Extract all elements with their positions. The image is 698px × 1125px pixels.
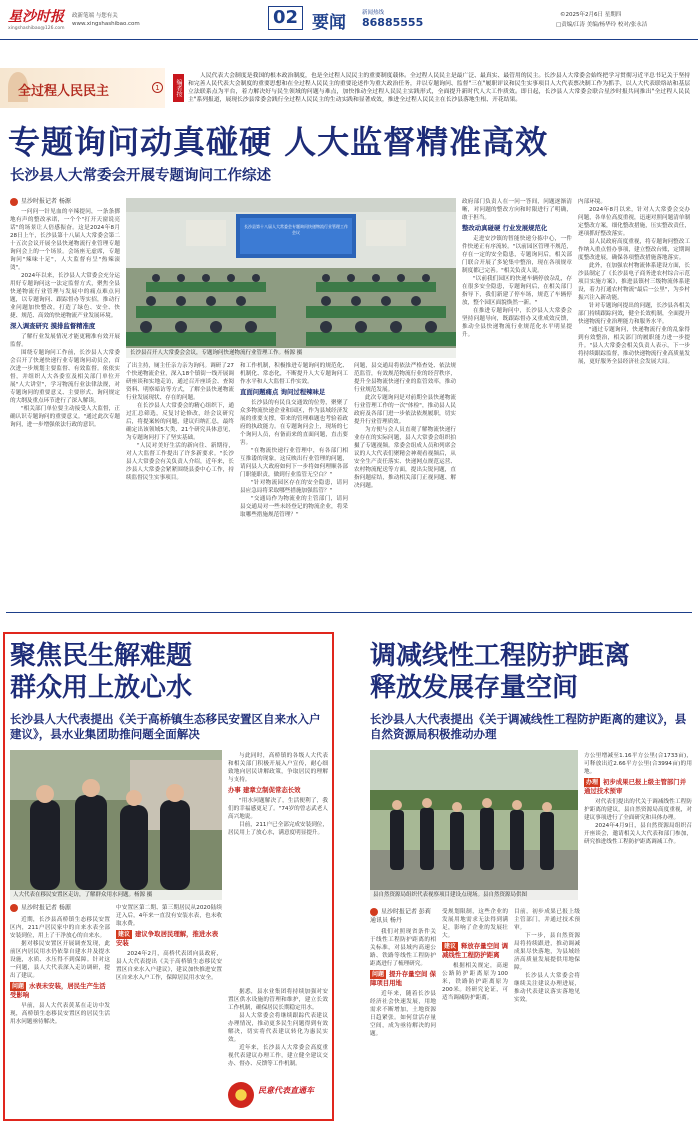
hotline-number: 86885555 [362, 16, 424, 29]
paragraph: 在长沙县人大常委会的精心组织下，通过汇总筛选，反复讨论修改，经会议研究后，将提案转的问题，建议归纳汇总，最终确定出该领域5大类、21个研究具体意见，为专题询问打下了坚实基础。 [126, 403, 234, 441]
emblem-icon [228, 1082, 254, 1108]
main-photo-caption: 长沙县召开人大常委会会议，专题询问快递物流行业管理工作。杨源 摄 [126, 348, 456, 358]
paragraph: 2024年8月以来，针对人大常委会交办问题，各单位高度重视，迅速对照问题清单制定整改方案，细化整改措施，压实整改责任，逐项抓好整改落实。 [578, 207, 690, 237]
subheading: 问题 提升存量空间 保障项目用地 [370, 969, 436, 987]
page-number: 02 [268, 6, 303, 30]
paragraph: 下一步，县自然资源局将持续跟进，推动调减成果尽快落地，为县域经济高质量发展提供用地保障。 [514, 933, 580, 971]
section-title: 要闻 [312, 13, 346, 33]
paragraph: 县人民政府高度重视，将专题询问整改工作纳入重点督办事项，建立整改台账，定期调度整改进展，确保各项整改措施落地落实。 [578, 239, 690, 261]
main-headline: 专题询问动真碰硬 人大监督精准高效 [8, 123, 549, 161]
paragraph: 长沙县的有民良交通效的位势，聚聚了众多物流快递企业和园区，作为县域经济发展的重要支撑，带来的管理难题也考验着政府的执政能力。在专题询问会上，现场的七个询问人员，有备而来的直面问题，直击要害。 [240, 400, 348, 446]
editors: □责编/江涛 美编/杨华玲 校对/张永洁 [556, 22, 648, 28]
paragraph: 我们对照现省条件关于线性工程防护距离的相关标准，对县域内高速公路、铁路等线性工程防护距离进行了梳理研究。 [370, 928, 436, 967]
paragraph: "在物流快递行业管理中，有各部门相互推诿的现象，这反映出行业管理的问题，请问县人大政府如何下一步将如何理顺各部门职能职责，做到行业监管无空白？" [240, 448, 348, 478]
right-headline-line1: 调减线性工程防护距离 [370, 641, 631, 671]
right-headline-line2: 释放发展存量空间 [370, 673, 579, 703]
paragraph: 与此同时，高桥镇的各级人大代表和相关部门积极开展入户宣传，耐心细致地向居民讲解政策，争取居民的理解与支持。 [228, 753, 328, 783]
right-col-3 [514, 908, 580, 1120]
issue-date: ©2025年2月6日 星期四 [560, 12, 622, 18]
right-col-2 [442, 908, 508, 1120]
subheading-tag: 问题 [372, 970, 385, 978]
paragraph: 和工作机制，积极推进专题询问的规范化、机制化、常态化，不断提升人大专题询问工作水平和人大监督工作实效。 [240, 363, 348, 385]
subheading: 办事 建章立制促常态长效 [228, 786, 301, 794]
paragraph: 2024年2月，高桥代表团向县政府，县人大代表提出《关于高桥镇生态移民安置区自来水入户建议》，建议加快推进安置区自来水入户工作，保障居民用水安全。 [116, 951, 222, 981]
series-banner [0, 68, 165, 108]
right-photo-caption: 县自然资源局组织代表视察项目建设点现场。县自然资源局供图 [370, 890, 578, 900]
series-number: 1 [152, 82, 163, 93]
paragraph: 目前，初步成果已报上级主管部门，并通过技术预审。 [514, 909, 580, 931]
paragraph: 一问问一针见血的辛辣提问，一条条掷地有声的整改承诺，一个个"打开天窗说亮话"的场景让人倍感振奋。这是2024年8月28日上午，长沙县第十八届人大常委会第二十五次会议开展全县快递物流行业管理专题询问会上的一个场景。会场座无虚席，专题询问"辣味十足"，人大监督有呈"热辣滚烫"。 [10, 209, 120, 271]
paragraph: "相关部门单位要主动接受人大监督，正确认识专题询问的重要意义。"通过此次专题询问，进一步增强依法行政的意识。 [10, 406, 120, 428]
paragraph: 2024年4月9日，县自然资源局组织召开座谈会，邀请相关人大代表和部门参加，研究推进线性工程防护距离调减工作。 [584, 823, 692, 845]
logo-email: xingshashibao@126.com [8, 26, 65, 31]
paragraph: 走进安沙镇的智能快递分拣中心，一件件快递正有序流转。"以前园区管理不规范，存在一定的安全隐患，专题询问后，相关部门联合开展了多轮集中整治，现在各项规章制度都已完善。"相关负责人说。 [462, 236, 572, 274]
left-headline-line1: 聚焦民生解难题 [10, 641, 193, 671]
subheading: 深入调查研究 摸排监督精准度 [10, 322, 96, 330]
right-subheadline: 长沙县人大代表提出《关于调减线性工程防护距离的建议》，县自然资源局积极推动办理 [370, 712, 687, 741]
main-subheadline: 长沙县人大常委会开展专题询问工作综述 [10, 168, 271, 184]
paragraph: 为方便与会人员直观了解物流快递行业存在的实际问题，县人大常委会组织拍摄了专题视频。常委会组成人员和列席会议的人大代表们聚精会神观看视频后，从安全生产责任落实、快递网点规范运营、农村物流配送等方面，提出尖锐问题，直指问题症结，推动相关部门正视问题、解决问题。 [354, 427, 456, 489]
paragraph: 对代表们提出的代关于调减线性工程防护距离的建议，县自然资源局高度重视，对建议事项进行了全面研究和具体办理。 [584, 799, 692, 821]
paragraph: 内部环境。 [578, 199, 606, 205]
paragraph: 方公里增减至1.16平方公里(合1733亩)，可释放出近2.66平方公里(合3994亩)的用地。 [584, 753, 692, 775]
main-col-2 [126, 362, 234, 606]
subheading: 整改动真碰硬 行业发展规范化 [462, 224, 548, 232]
paragraph: 近年来，随着长沙县经济社会快速发展，用地需求不断增加，土地资源日趋紧张。如何盘活存量空间，成为亟待解决的问题。 [370, 990, 436, 1037]
paragraph: 问题，县交通局将依法严格查处、依法规范监管，有效规范物流行业的经营秩序，提升全县物流快递行业的监管效率，推动行业规范发展。 [354, 363, 456, 393]
paragraph: 了解行业发展情况才能更精准有效开展监督。 [10, 334, 120, 348]
left-byline: 星沙时报记者 杨源 [10, 904, 110, 913]
left-col-3 [228, 752, 328, 982]
main-byline: 星沙时报记者 杨源 [10, 197, 71, 206]
paragraph: 近期，长沙县高桥镇生态移民安置区内，211户居民家中的自来水表全部安装到位，用上了干净放心的自来水。 [10, 916, 110, 939]
logo: 星沙时报 [8, 9, 64, 25]
column-stamp [226, 1078, 326, 1116]
left-headline-line2: 群众用上放心水 [10, 673, 193, 703]
right-col-top [584, 752, 692, 1120]
paragraph: 近年来，长沙县人大常委会高度重视代表建议办理工作，建立健全建议交办、督办、反馈等工作机制。 [228, 1045, 328, 1067]
main-col-3 [240, 362, 348, 606]
paragraph: 目前，211户已全部完成安装到位，居民用上了放心水，满意度明显提升。 [228, 822, 328, 836]
paragraph: "针对物流园区存在的安全隐患，请问县应急局将采取哪些措施加强监管？" [240, 480, 348, 494]
paragraph: "通过专题询问，快递物流行业的乱象得到有效整治，相关部门的履职能力进一步提升。"县人大常委会相关负责人表示，下一步将持续跟踪监督，推动快递物流行业高质量发展，更好服务全县经济社会发展大局。 [578, 327, 690, 365]
subheading: 直面问题痛点 询问过程辣味足 [240, 388, 326, 396]
subheading-tag: 建议 [444, 943, 457, 950]
editor-note-tag: 编者按 [173, 74, 184, 102]
paragraph: 受规划限制，这些企业的发展用地需求无法得到满足，影响了企业的发展壮大。 [442, 909, 508, 939]
left-col-1 [10, 904, 110, 1114]
left-col-2 [116, 904, 222, 1114]
main-photo [126, 198, 456, 358]
right-byline: 星沙时报记者 彭莉 通讯员 杨丹 [370, 908, 431, 924]
paragraph: "以前我们园区的快递车辆停放杂乱，存在很多安全隐患，专题询问后，在相关部门指导下，我们新建了停车场，规范了车辆停放，整个园区面貌焕然一新。" [462, 276, 572, 306]
villagers-image [10, 750, 222, 900]
slogan: 政新笔端 与您有关 www.xingshashibao.com [72, 13, 140, 27]
paragraph: 此外，在加强农村物流体系建设方面，长沙县制定了《长沙县电子商务进农村综合示范项目实施方案》，推进县镇村三级物流体系建设，着力打通农村物流"最后一公里"，为乡村振兴注入新动能。 [578, 263, 690, 301]
subheading-tag: 建议 [118, 931, 131, 938]
hotline-label: 新闻热线 [362, 10, 385, 16]
paragraph: "交通局作为物流业的主管部门，请问县交通局对一些未经登记的物流企业，将采取哪些措施规范管理？" [240, 496, 348, 518]
site-visit-image [370, 750, 578, 900]
series-label: 全过程人民民主 [18, 84, 110, 99]
paragraph: 此次专题询问是对前期全县快递物流行业管理工作的一次"体检"，推动县人民政府及各部门进一步依法依规履职，切实提升行业管理质效。 [354, 395, 456, 425]
subheading: 建议 释放存量空间 调减线性工程防护距离 [442, 942, 508, 959]
left-col-4 [228, 988, 328, 1074]
paragraph: "用水问题解决了，生活便利了，我们的幸福感更足了。"74岁的曾志武老人高兴地说。 [228, 798, 328, 820]
subheading: 办理 初步成果已报上级主管部门并通过技术预审 [584, 778, 687, 795]
main-col-6 [578, 198, 690, 606]
paragraph: 长沙县人大常委会将继续关注建议办理进展，推动代表建议落实落地见实效。 [514, 973, 580, 1003]
meeting-screen-text: 长沙县第十八届人大常委会专题询问快递物流行业管理工作会议 [244, 224, 348, 235]
paragraph: 据悉，县水业集团将持续加强对安置区供水设施的管理和维护，建立长效工作机制，确保居民长期稳定用水。 [228, 989, 328, 1011]
stamp-text: 民意代表直通车 [258, 1086, 314, 1095]
paragraph: 县人大常委会将继续跟踪代表建议办理情况，推动更多民生问题得到有效解决，切实将代表建议转化为惠民实效。 [228, 1013, 328, 1043]
paragraph: 早前，县人大代表黄某在走访中发现，高桥镇生态移民安置区的居民生活用水问题亟待解决。 [10, 1002, 110, 1025]
subheading-tag: 问题 [12, 982, 25, 990]
main-col-1 [10, 208, 120, 606]
paragraph: 在推进专题询问中，长沙县人大常委会坚持问题导向，既跟踪督办又重成效反馈，推动全县快递物流行业规范化水平明显提升。 [462, 308, 572, 338]
section-divider [6, 612, 692, 613]
right-col-1 [370, 908, 436, 1120]
subheading-tag: 办理 [586, 779, 599, 786]
editor-note-text: 人民代表大会制度是我国的根本政治制度，也是全过程人民民主的重要制度载体。全过程人民民主是最广泛、最真实、最管用的民主。长沙县人大常委会始终把学习贯彻习近平总书记关于坚持和完善人民代表大会制度的重要思想和在全过程人民民主的重要论述作为重大政治任务，并以专题询问、监督"三在"履职评议和民生实事项目人大代表票决制工作为抓手，以人大代表联络站和基层立法联系点为平台，着力解决好与民生领域的问题与难点，加快推动全过程人民民主实践形式，全面提升新时代人大工作质效。即日起，长沙县人大常委会联合星沙时报共同推出"全过程人民民主"系列报道，展现长沙县常委会践行全过程人民民主的生动实践和显著成效，推进全过程人民民主在长沙县落地生根、开花结果。 [188, 73, 690, 103]
left-photo-caption: 人大代表在移民安置区走访，了解群众用水问题。杨源 摄 [10, 890, 222, 900]
paragraph: 针对专题询问提出的问题，长沙县各相关部门持续跟踪问效，健全长效机制，全面提升快递物流行业治理能力和服务水平。 [578, 303, 690, 325]
paragraph: 中安置区第二期、第三期居民从2020陆续迁入后，4年来一直没有安装水表，也未收取水费。 [116, 905, 222, 927]
subheading: 问题 水表未安装，居民生产生活受影响 [10, 981, 106, 999]
paragraph: "人民对美好生活的新向往、新期待，对人大监督工作提出了许多新要求。"长沙县人大常委会有关负责人介绍，近年来，长沙县人大常委会紧紧围绕县委中心工作，持续监督民生实事项目。 [126, 443, 234, 481]
main-col-4 [354, 362, 456, 606]
paragraph: 了出主持，厕主任亲力亲为询问。调研了27个快递物流企业，深入18个镇街一线开展调研座谈和实地走访，通过召开座谈会、查阅资料、明察暗访等方式，了解全县快递物流行业发展现状、存在的问题。 [126, 363, 234, 401]
paragraph: 政府部门负责人在一问一答间，问题逐渐清晰，对问题的整改方向和时限进行了明确，敢于担当。 [462, 199, 572, 221]
masthead [0, 0, 698, 40]
paragraph: 2024年以来，长沙县人大常委会充分运用好专题询问这一法定监督方式，聚焦全县快递物流行业管理与发展中的痛点难点问题，以专题询问、跟踪督办等实招，推动行业问题加快整改，打造了绿色、安全、快捷、规范、高效的快递物流产业发展环境。 [10, 273, 120, 319]
left-subheadline: 长沙县人大代表提出《关于高桥镇生态移民安置区自来水入户建议》，县水业集团助推问题全面解决 [10, 712, 321, 741]
right-photo [370, 750, 578, 900]
paragraph: 根据相关规定，高速公路防护距离原为100米，铁路防护距离原为200米。经研究论证，可适当调减防护距离。 [442, 963, 508, 1001]
main-col-5 [462, 198, 572, 606]
paragraph: 据对移民安置区开展调查发现，此前区内居民用水仍依靠自建水井及提水设施，水质、水压得不到保障。针对这一问题，县人大代表深入走访调研，提出了建议。 [10, 940, 110, 979]
paragraph: 围绕专题询问工作前，长沙县人大常委会召开了快递快递行业专题询问动员会，首次进一步规划主要监督、有效监督。依依实督，并组织人大各委室及相关部门单位开展"人大讲堂"，学习物流行业法律法规，对专题询问的重要意义、主要形式、询问规定的大纲及重点环节进行了深入解读。 [10, 350, 120, 404]
subheading: 建议 建议争取居民理解，推进水表安装 [116, 930, 219, 947]
left-photo [10, 750, 222, 900]
meeting-hall-image [126, 198, 456, 358]
